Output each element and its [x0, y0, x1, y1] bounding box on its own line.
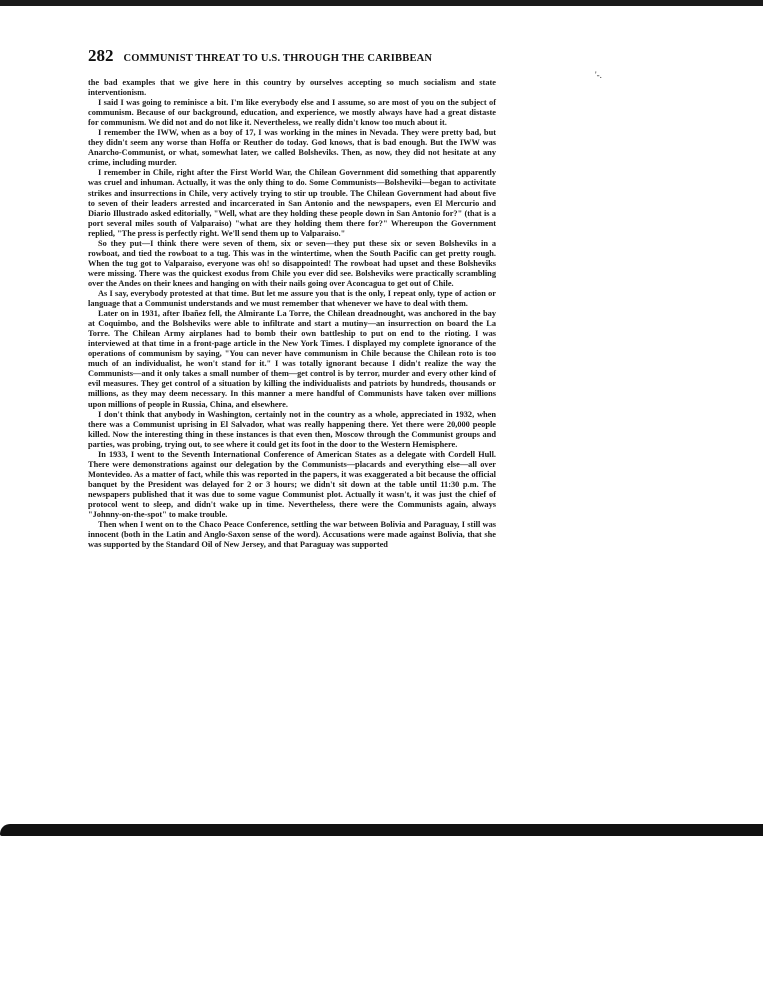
margin-mark: '-. [595, 70, 602, 80]
paragraph: So they put—I think there were seven of them, six or seven—they put these six or seven Bolsheviks in a rowboat, and tied the rowboat to a tug. This was in the wintertime, when the South Pacific can get pretty rough. When the tug got to Valparaiso, everyone was oh! so disappointed! The rowboat had upset and these Bolsheviks were missing. There was the quickest exodus from Chile you ever did see. Bolsheviks were practically scrambling over the Andes on their knees and hanging on with their nails going over Aconcagua to get out of Chile. [88, 238, 496, 288]
page-number: 282 [88, 46, 114, 65]
running-head: COMMUNIST THREAT TO U.S. THROUGH THE CARIBBEAN [123, 53, 433, 64]
paragraph: As I say, everybody protested at that time. But let me assure you that is the only, I repeat only, type of action or language that a Communist understands and we must remember that whenever we have to deal with them. [88, 288, 496, 309]
paragraph: I don't think that anybody in Washington, certainly not in the country as a whole, appreciated in 1932, when there was a Communist uprising in El Salvador, what was really happening there. Yet there were 20,000 people killed. Now the interesting thing in these instances is that even then, Moscow through the Communist groups and parties, was probing, trying out, to see where it could get its foot in the door to the Western Hemisphere. [88, 409, 496, 449]
paragraph: I remember in Chile, right after the First World War, the Chilean Government did something that apparently was cruel and inhuman. Actually, it was the only thing to do. Some Communists—Bolsheviki—began to activitate strikes and insurrections in Chile, very actively trying to stir up trouble. The Chilean Government had about five to seven of their leaders arrested and incarcerated in San Antonio and the newspapers, even El Mercurio and Diario Illustrado asked editorially, "Well, what are they holding these people down in San Antonio for?" (that is a port several miles south of Valparaiso) "what are they holding them there for?" Whereupon the Government replied, "The press is perfectly right. We'll send them up to Valparaiso." [88, 168, 496, 238]
body-text [88, 78, 496, 550]
paragraph: I said I was going to reminisce a bit. I'm like everybody else and I assume, so are most of you on the subject of communism. Because of our background, education, and experience, we mostly always have had a great distaste for communism. We did not and do not like it. Nevertheless, we really didn't know too much about it. [88, 98, 496, 128]
paragraph: In 1933, I went to the Seventh International Conference of American States as a delegate with Cordell Hull. There were demonstrations against our delegation by the Communists—placards and everything else—all over Montevideo. As a matter of fact, while this was reported in the papers, it was exaggerated a bit because the official banquet by the President was delayed for 2 or 3 hours; we didn't sit down at the table until 11:30 p.m. The newspapers published that it was due to some vague Communist plot. Actually it wasn't, it was just the chief of protocol went to sleep, and didn't wake up in time. Nevertheless, there were the Communists again, always "Johnny-on-the-spot" to make trouble. [88, 449, 496, 520]
paragraph: Later on in 1931, after Ibañez fell, the Almirante La Torre, the Chilean dreadnought, was anchored in the bay at Coquimbo, and the Bolsheviks were able to infiltrate and start a mutiny—an insurrection on board the La Torre. The Chilean Army airplanes had to bomb their own battleship to put on end to the rioting. I was interviewed at that time in a front-page article in the New York Times. I displayed my complete ignorance of the operations of communism by saying, "You can never have communism in Chile because the Chilean roto is too much of an individualist, he won't stand for it." I was totally ignorant because I didn't realize the way the Communists—and it only takes a small number of them—get control is by terror, murder and every other kind of evil measures. They get control of a situation by killing the individualists and patriots by hundreds, thousands or millions, as they may deem necessary. In this manner a mere handful of Communists have taken over millions upon millions of people in Russia, China, and elsewhere. [88, 309, 496, 409]
top-edge-rule [0, 0, 763, 6]
scan-edge-bar [0, 824, 763, 836]
paragraph: I remember the IWW, when as a boy of 17, I was working in the mines in Nevada. They were pretty bad, but they didn't seem any worse than Hoffa or Reuther do today. God knows, that is bad enough. But the IWW was Anarcho-Communist, or what, somewhat later, we called Bolsheviks. Then, as now, they did not hesitate at any crime, including murder. [88, 128, 496, 168]
paragraph: Then when I went on to the Chaco Peace Conference, settling the war between Bolivia and Paraguay, I still was innocent (both in the Latin and Anglo-Saxon sense of the word). Accusations were made against Bolivia, that she was supported by the Standard Oil of New Jersey, and that Paraguay was supported [88, 520, 496, 550]
paragraph: the bad examples that we give here in this country by ourselves accepting so much socialism and state interventionism. [88, 78, 496, 98]
page-header [88, 46, 496, 66]
document-page [88, 46, 496, 550]
